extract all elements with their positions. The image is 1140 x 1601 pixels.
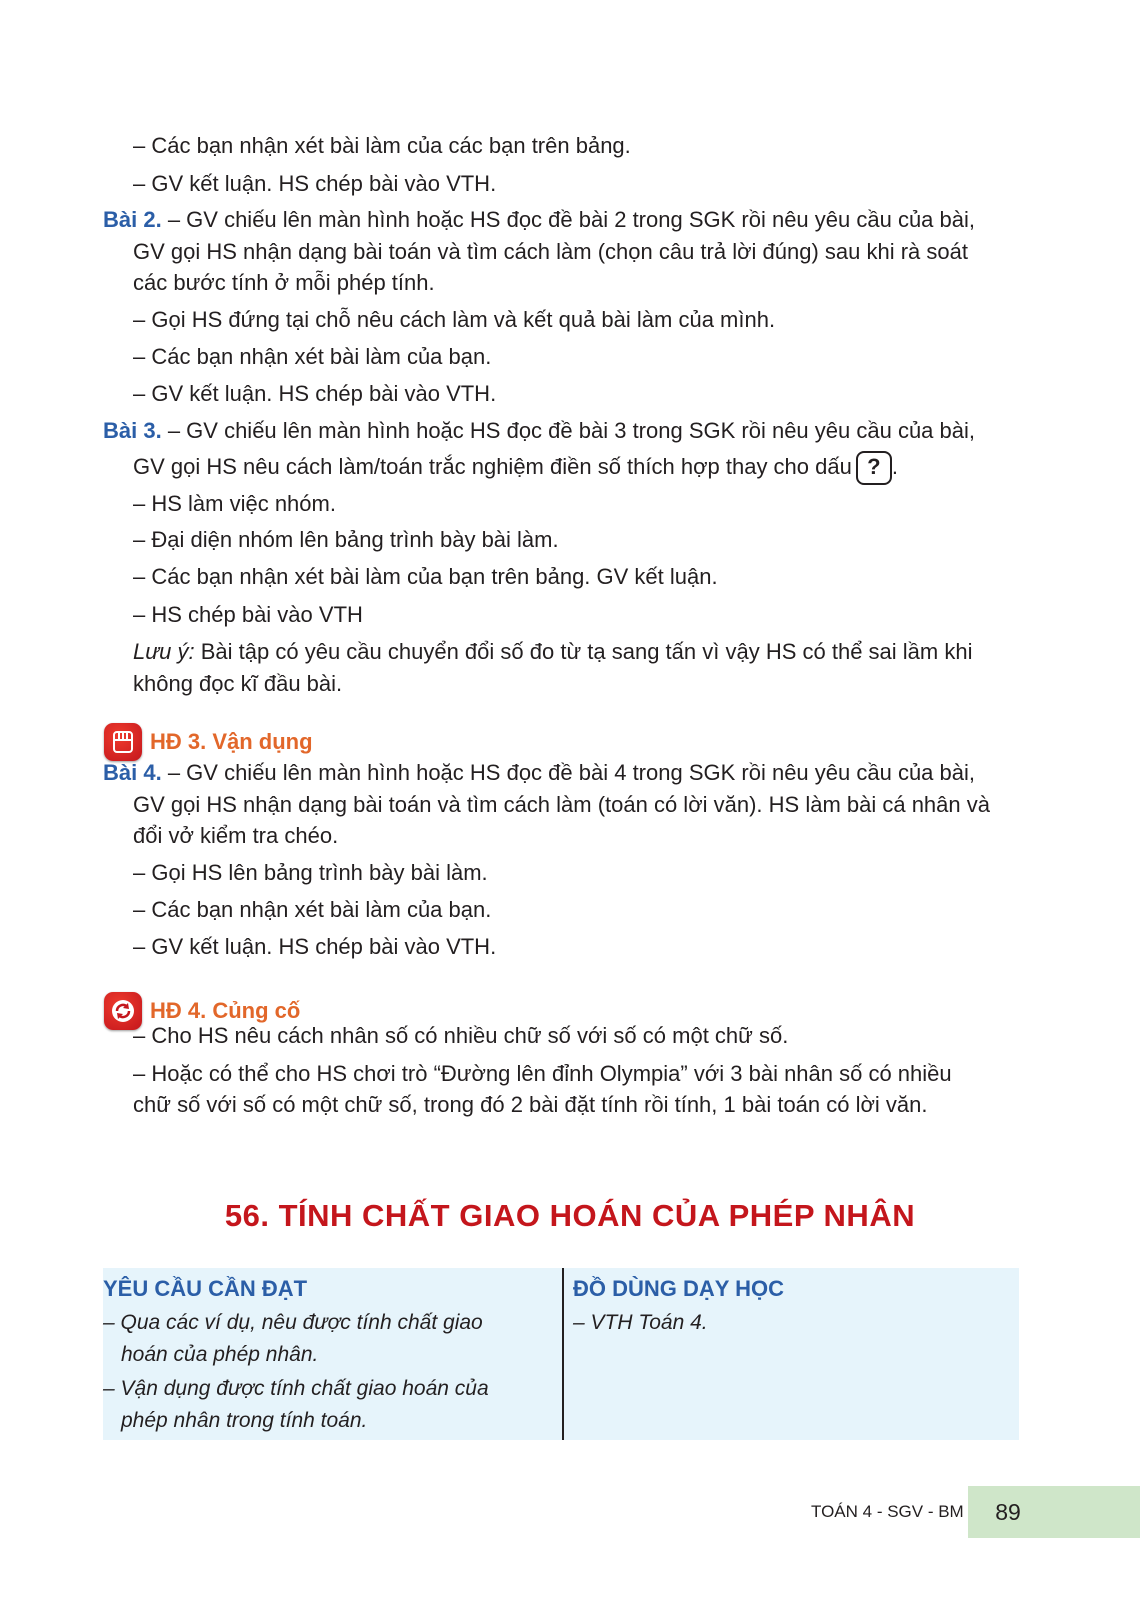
luu-y-line — [133, 637, 972, 667]
text-line: – Cho HS nêu cách nhân số có nhiều chữ số với số có một chữ số. — [133, 1023, 789, 1048]
lesson-title: 56. TÍNH CHẤT GIAO HOÁN CỦA PHÉP NHÂN — [224, 1198, 916, 1233]
hd4-title: HĐ 4. Củng cố — [150, 998, 301, 1023]
text-line: – Gọi HS lên bảng trình bày bài làm. — [133, 860, 488, 885]
text-line: – Đại diện nhóm lên bảng trình bày bài làm. — [133, 527, 559, 552]
bai3-text: – GV chiếu lên màn hình hoặc HS đọc đề bài 3 trong SGK rồi nêu yêu cầu của bài, — [167, 418, 975, 443]
text-line: – Các bạn nhận xét bài làm của các bạn trên bảng. — [133, 133, 631, 158]
text-line: – Các bạn nhận xét bài làm của bạn trên bảng. GV kết luận. — [133, 564, 718, 589]
bai3-second-line — [133, 451, 898, 485]
hd3-title: HĐ 3. Vận dụng — [150, 729, 313, 754]
text-line: – GV kết luận. HS chép bài vào VTH. — [133, 381, 497, 406]
requirements-divider — [562, 1268, 564, 1440]
bai4-label: Bài 4. — [103, 760, 162, 785]
bai3-label: Bài 3. — [103, 418, 162, 443]
bai2-text: – GV chiếu lên màn hình hoặc HS đọc đề bài 2 trong SGK rồi nêu yêu cầu của bài, — [167, 207, 975, 232]
bai2-first-line — [103, 205, 975, 235]
text-line: GV gọi HS nhận dạng bài toán và tìm cách làm (toán có lời văn). HS làm bài cá nhân và — [133, 792, 990, 817]
book-label: TOÁN 4 - SGV - BM — [811, 1502, 964, 1521]
material-item: – VTH Toán 4. — [573, 1311, 708, 1334]
text-line: không đọc kĩ đầu bài. — [133, 671, 343, 696]
text-line: – HS làm việc nhóm. — [133, 491, 336, 516]
question-box-icon: ? — [856, 451, 892, 485]
text-line: – Hoặc có thể cho HS chơi trò “Đường lên đỉnh Olympia” với 3 bài nhân số có nhiều — [133, 1061, 952, 1086]
text-line: – Các bạn nhận xét bài làm của bạn. — [133, 897, 492, 922]
bai3-period: . — [891, 453, 898, 479]
text-line: – GV kết luận. HS chép bài vào VTH. — [133, 171, 497, 196]
luu-y-label: Lưu ý: — [133, 639, 195, 664]
requirement-item: – Vận dụng được tính chất giao hoán của — [103, 1377, 489, 1400]
text-line: các bước tính ở mỗi phép tính. — [133, 270, 435, 295]
bai3-text: GV gọi HS nêu cách làm/toán trắc nghiệm điền số thích hợp thay cho dấu — [133, 453, 852, 479]
text-line: đổi vở kiểm tra chéo. — [133, 823, 339, 848]
requirement-item: – Qua các ví dụ, nêu được tính chất giao — [103, 1311, 483, 1334]
text-line: – HS chép bài vào VTH — [133, 602, 363, 627]
text-line: GV gọi HS nhận dạng bài toán và tìm cách làm (chọn câu trả lời đúng) sau khi rà soát — [133, 239, 968, 264]
text-line: – Gọi HS đứng tại chỗ nêu cách làm và kết quả bài làm của mình. — [133, 307, 776, 332]
materials-heading: ĐỒ DÙNG DẠY HỌC — [573, 1276, 785, 1301]
text-line: – GV kết luận. HS chép bài vào VTH. — [133, 934, 497, 959]
bai4-text: – GV chiếu lên màn hình hoặc HS đọc đề bài 4 trong SGK rồi nêu yêu cầu của bài, — [167, 760, 975, 785]
hd3-heading — [104, 723, 313, 761]
fist-icon — [104, 723, 142, 761]
requirement-item: hoán của phép nhân. — [121, 1343, 319, 1366]
page-number: 89 — [995, 1499, 1021, 1525]
luu-y-text: Bài tập có yêu cầu chuyển đổi số đo từ tạ sang tấn vì vậy HS có thể sai lầm khi — [194, 639, 973, 664]
bai2-label: Bài 2. — [103, 207, 162, 232]
bai3-first-line — [103, 416, 975, 446]
text-line: – Các bạn nhận xét bài làm của bạn. — [133, 344, 492, 369]
requirements-heading: YÊU CẦU CẦN ĐẠT — [103, 1276, 308, 1301]
bai4-first-line — [103, 758, 975, 788]
requirement-item: phép nhân trong tính toán. — [121, 1409, 368, 1432]
text-line: chữ số với số có một chữ số, trong đó 2 bài đặt tính rồi tính, 1 bài toán có lời văn. — [133, 1092, 928, 1117]
